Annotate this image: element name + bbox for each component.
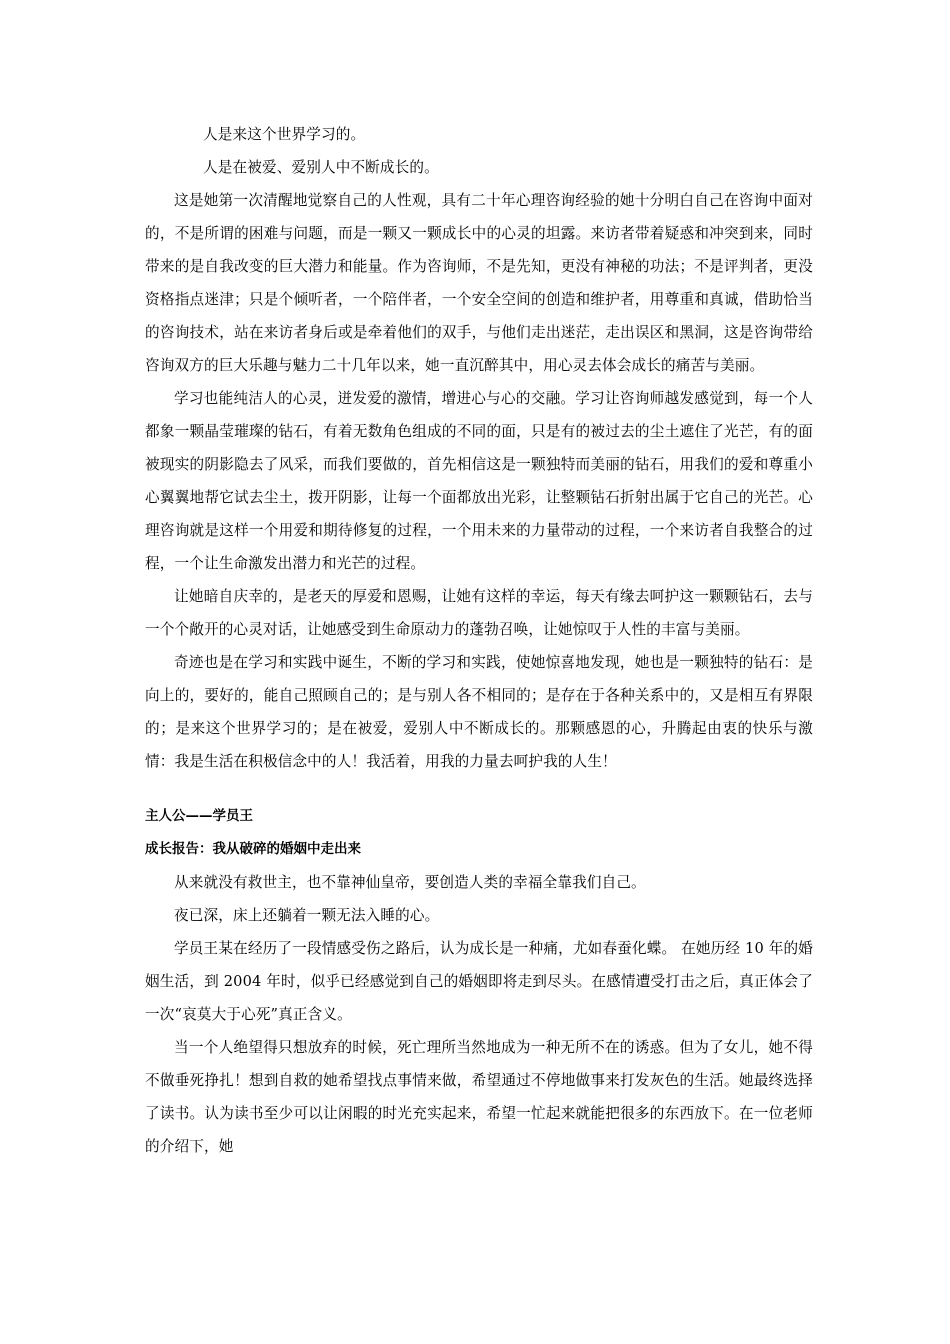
opening-line-2: 人是在被爱、爱别人中不断成长的。 (203, 159, 439, 176)
opening-line-1: 人是来这个世界学习的。 (203, 126, 366, 143)
section-gap (145, 778, 813, 800)
body-paragraph: 这是她第一次清醒地觉察自己的人性观，具有二十年心理咨询经验的她十分明白自己在咨询中面对的，不是所谓的困难与问题，而是一颗又一颗成长中的心灵的坦露。来访者带着疑惑和冲突到来，同时带来的是自我改变的巨大潜力和能量。作为咨询师，不是先知，更没有神秘的功法；不是评判者，更没资格指点迷津；只是个倾听者，一个陪伴者，一个安全空间的创造和维护者，用尊重和真诚，借助恰当的咨询技术，站在来访者身后或是牵着他们的双手，与他们走出迷茫，走出误区和黑洞，这是咨询带给咨询双方的巨大乐趣与魅力二十几年以来，她一直沉醉其中，用心灵去体会成长的痛苦与美丽。 (145, 192, 813, 374)
section-heading: 主人公——学员王 (145, 808, 253, 824)
section-subheading: 成长报告：我从破碎的婚姻中走出来 (145, 841, 361, 857)
body-paragraph: 学员王某在经历了一段情感受伤之路后，认为成长是一种痛，尤如春蚕化蝶。 在她历经 10 年的婚姻生活，到 2004 年时，似乎已经感觉到自己的婚姻即将走到尽头。在感情遭受打击之后，真正体会了一次“哀莫大于心死”真正含义。 (145, 940, 813, 1023)
body-paragraph: 奇迹也是在学习和实践中诞生，不断的学习和实践，使她惊喜地发现，她也是一颗独特的钻石：是向上的，要好的，能自己照顾自己的；是与别人各不相同的；是存在于各种关系中的，又是相互有界限的；是来这个世界学习的；是在被爱，爱别人中不断成长的。那颗感恩的心，升腾起由衷的快乐与激情：我是生活在积极信念中的人！我活着，用我的力量去呵护我的人生！ (145, 654, 813, 770)
body-paragraph: 让她暗自庆幸的，是老天的厚爱和恩赐，让她有这样的幸运，每天有缘去呵护这一颗颗钻石，去与一个个敞开的心灵对话，让她感受到生命原动力的蓬勃召唤，让她惊叹于人性的丰富与美丽。 (145, 588, 813, 638)
document-page (145, 118, 813, 1163)
body-paragraph: 当一个人绝望得只想放弃的时候，死亡理所当然地成为一种无所不在的诱惑。但为了女儿，她不得不做垂死挣扎！想到自救的她希望找点事情来做，希望通过不停地做事来打发灰色的生活。她最终选择了读书。认为读书至少可以让闲暇的时光充实起来，希望一忙起来就能把很多的东西放下。在一位老师的介绍下，她 (145, 1039, 813, 1155)
body-paragraph: 夜已深，床上还躺着一颗无法入睡的心。 (174, 907, 440, 924)
body-paragraph: 从来就没有救世主，也不靠神仙皇帝，要创造人类的幸福全靠我们自己。 (174, 874, 646, 891)
body-paragraph: 学习也能纯洁人的心灵，迸发爱的激情，增进心与心的交融。学习让咨询师越发感觉到，每一个人都象一颗晶莹璀璨的钻石，有着无数角色组成的不同的面，只是有的被过去的尘土遮住了光芒，有的面被现实的阴影隐去了风采，而我们要做的，首先相信这是一颗独特而美丽的钻石，用我们的爱和尊重小心翼翼地帮它试去尘土，拨开阴影，让每一个面都放出光彩，让整颗钻石折射出属于它自己的光芒。心理咨询就是这样一个用爱和期待修复的过程，一个用未来的力量带动的过程，一个来访者自我整合的过程，一个让生命激发出潜力和光芒的过程。 (145, 390, 813, 572)
